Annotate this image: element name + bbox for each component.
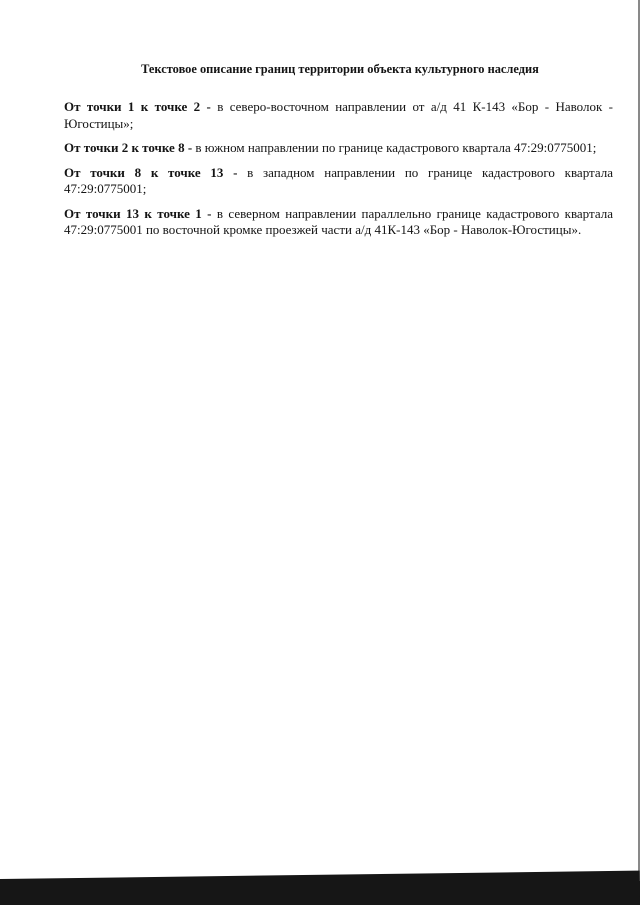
boundary-segment-2-8 [64,140,613,157]
boundary-segment-13-1 [64,206,613,239]
segment-lead: От точки 1 к точке 2 - [64,99,211,114]
segment-lead: От точки 2 к точке 8 - [64,140,193,155]
page-title: Текстовое описание границ территории объекта культурного наследия [141,62,539,76]
boundary-segment-1-2 [64,99,613,132]
segment-text: в южном направлении по границе кадастрового квартала 47:29:0775001; [192,140,597,155]
segment-lead: От точки 8 к точке 13 - [64,164,238,180]
segment-text: в западном направлении по границе кадастрового квартала 47:29:0775001; [64,164,613,196]
segment-text: в северном направлении параллельно границе кадастрового квартала 47:29:0775001 по восточной кромке проезжей части а/д 41К-143 «Бор - Наволок-Югостицы». [64,205,613,237]
boundary-segment-8-13 [64,165,613,198]
segment-lead: От точки 13 к точке 1 - [64,205,212,221]
segment-text: в северо-восточном направлении от а/д 41 К-143 «Бор - Наволок - Югостицы»; [64,99,613,131]
boundary-description [64,99,613,247]
